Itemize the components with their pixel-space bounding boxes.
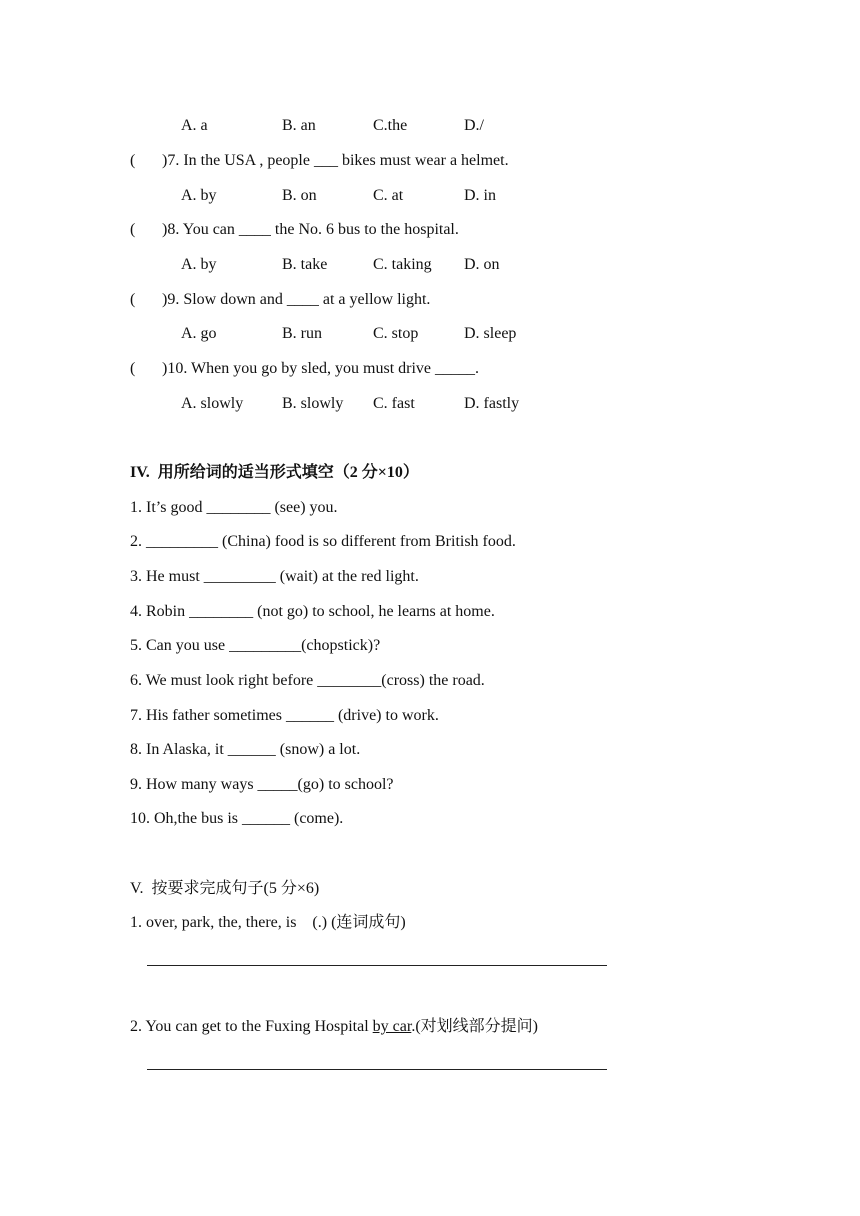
- fill-item: 7. His father sometimes ______ (drive) to work.: [130, 707, 439, 724]
- option-c: C. fast: [373, 395, 415, 412]
- sentence-item-1: 1. over, park, the, there, is (.) (连词成句): [130, 914, 406, 931]
- fill-item: 6. We must look right before ________(cross) the road.: [130, 672, 485, 689]
- fill-item: 1. It’s good ________ (see) you.: [130, 499, 338, 516]
- option-c: C. at: [373, 187, 404, 204]
- option-d: D. sleep: [464, 325, 517, 342]
- fill-item: 8. In Alaska, it ______ (snow) a lot.: [130, 741, 361, 758]
- answer-bracket: (: [130, 360, 136, 377]
- q6-option-d: D./: [464, 117, 484, 134]
- q6-option-b: B. an: [282, 117, 316, 134]
- option-a: A. slowly: [181, 395, 244, 412]
- sentence-item-2: [130, 1017, 538, 1037]
- question-text: )7. In the USA , people ___ bikes must wear a helmet.: [162, 152, 509, 169]
- q6-option-c: C.the: [373, 117, 408, 134]
- option-a: A. by: [181, 256, 217, 273]
- option-b: B. run: [282, 325, 322, 342]
- fill-item: 10. Oh,the bus is ______ (come).: [130, 810, 344, 827]
- fill-item: 3. He must _________ (wait) at the red light.: [130, 568, 419, 585]
- option-d: D. fastly: [464, 395, 520, 412]
- option-d: D. on: [464, 256, 500, 273]
- question-text: )8. You can ____ the No. 6 bus to the hospital.: [162, 221, 459, 238]
- option-c: C. stop: [373, 325, 419, 342]
- fill-item: 5. Can you use _________(chopstick)?: [130, 637, 381, 654]
- q6-option-a: A. a: [181, 117, 208, 134]
- question-text: )9. Slow down and ____ at a yellow light.: [162, 291, 431, 308]
- option-b: B. slowly: [282, 395, 344, 412]
- option-a: A. go: [181, 325, 217, 342]
- option-a: A. by: [181, 187, 217, 204]
- fill-item: 4. Robin ________ (not go) to school, he learns at home.: [130, 603, 495, 620]
- section-iv-heading: IV. 用所给词的适当形式填空（2 分×10）: [130, 464, 419, 481]
- option-b: B. take: [282, 256, 328, 273]
- option-b: B. on: [282, 187, 317, 204]
- answer-bracket: (: [130, 152, 136, 169]
- answer-line-1: [147, 965, 607, 966]
- question-text: )10. When you go by sled, you must drive _____.: [162, 360, 480, 377]
- fill-item: 9. How many ways _____(go) to school?: [130, 776, 394, 793]
- option-c: C. taking: [373, 256, 432, 273]
- section-v-heading: V. 按要求完成句子(5 分×6): [130, 880, 320, 897]
- answer-bracket: (: [130, 221, 136, 238]
- fill-item: 2. _________ (China) food is so different from British food.: [130, 533, 516, 550]
- answer-bracket: (: [130, 291, 136, 308]
- sentence-item-2-tail: .(对划线部分提问): [411, 1018, 538, 1035]
- underlined-phrase: by car: [372, 1018, 412, 1035]
- answer-line-2: [147, 1069, 607, 1070]
- sentence-item-2-lead: 2. You can get to the Fuxing Hospital: [130, 1018, 373, 1035]
- option-d: D. in: [464, 187, 496, 204]
